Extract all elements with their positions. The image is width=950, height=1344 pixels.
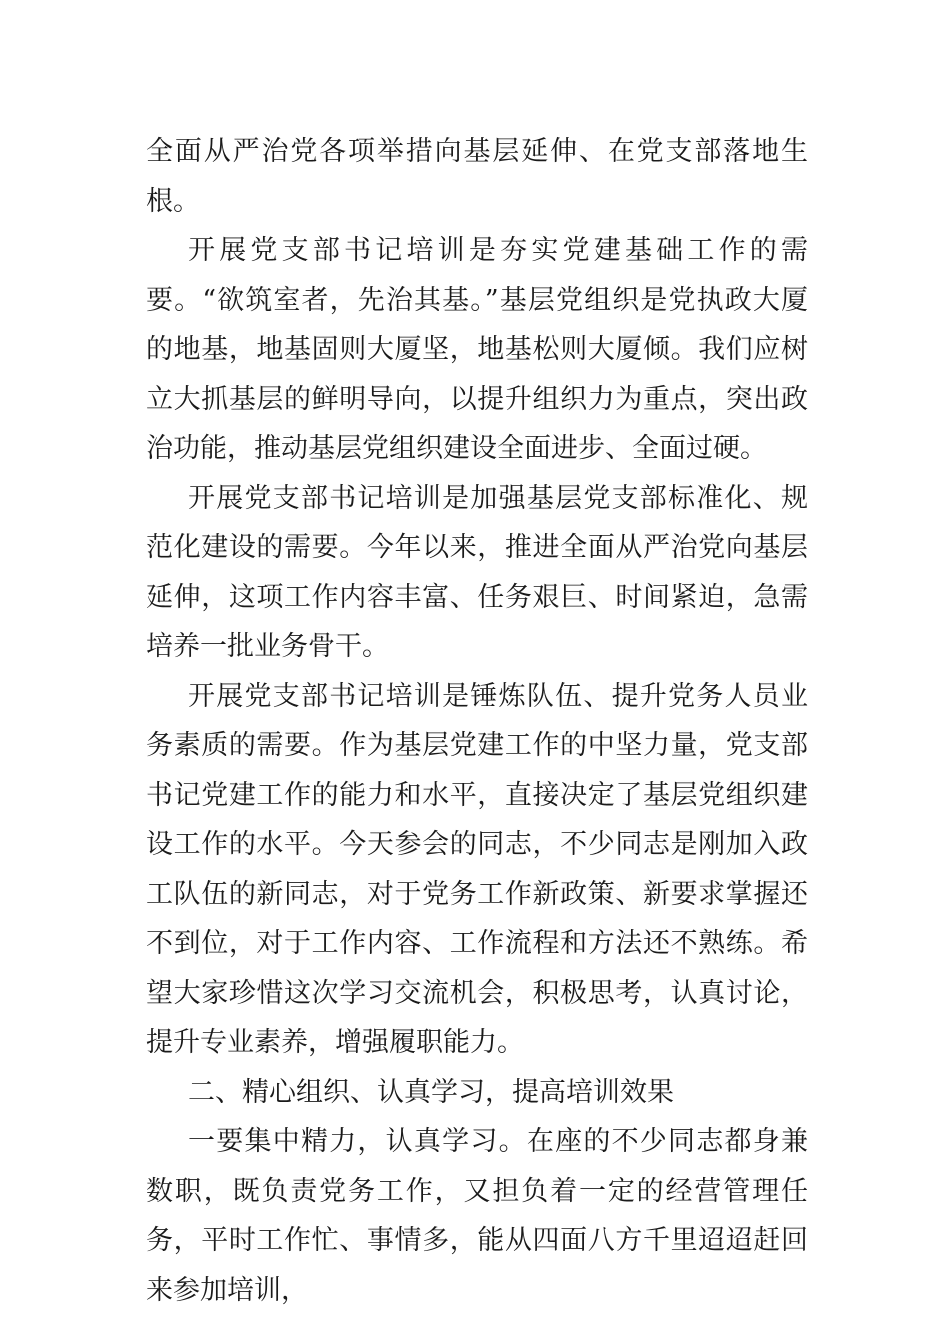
paragraph-team-building: 开展党支部书记培训是锤炼队伍、提升党务人员业务素质的需要。作为基层党建工作的中坚力量，党支部书记党建工作的能力和水平，直接决定了基层党组织建设工作的水平。今天参会的同志，不少同志是刚加入政工队伍的新同志，对于党务工作新政策、新要求掌握还不到位，对于工作内容、工作流程和方法还不熟练。希望大家珍惜这次学习交流机会，积极思考，认真讨论，提升专业素养，增强履职能力。 bbox=[146, 680, 808, 1058]
paragraph-standardization: 开展党支部书记培训是加强基层党支部标准化、规范化建设的需要。今年以来，推进全面从严治党向基层延伸，这项工作内容丰富、任务艰巨、时间紧迫，急需培养一批业务骨干。 bbox=[146, 482, 808, 662]
document-body bbox=[146, 127, 808, 1315]
paragraph-continuation: 全面从严治党各项举措向基层延伸、在党支部落地生根。 bbox=[146, 136, 808, 217]
paragraph-foundation: 开展党支部书记培训是夯实党建基础工作的需要。“欲筑室者，先治其基。”基层党组织是党执政大厦的地基，地基固则大厦坚，地基松则大厦倾。我们应树立大抓基层的鲜明导向，以提升组织力为重点，突出政治功能，推动基层党组织建设全面进步、全面过硬。 bbox=[146, 235, 808, 464]
section-heading: 二、精心组织、认真学习，提高培训效果 bbox=[188, 1076, 674, 1108]
paragraph-focus-study: 一要集中精力，认真学习。在座的不少同志都身兼数职，既负责党务工作，又担负着一定的经营管理任务，平时工作忙、事情多，能从四面八方千里迢迢赶回来参加培训， bbox=[146, 1126, 808, 1306]
